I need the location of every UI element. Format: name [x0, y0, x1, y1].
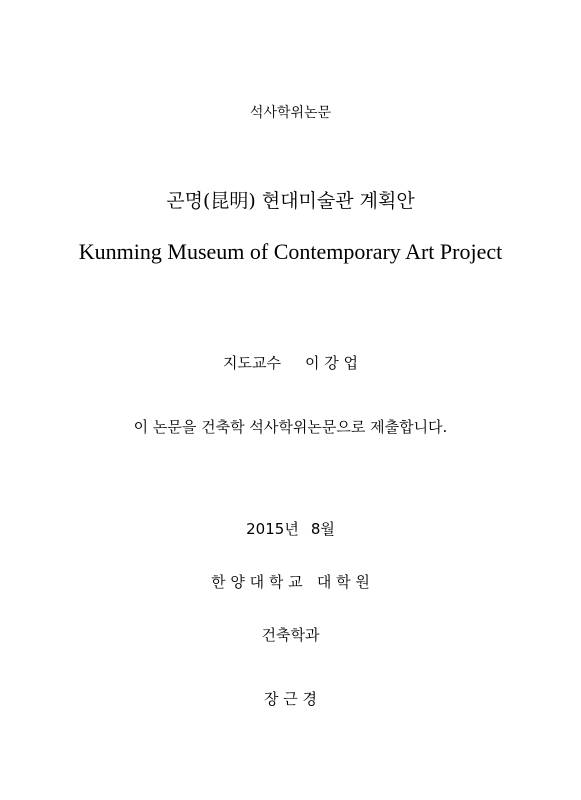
advisor-label: 지도교수	[223, 354, 281, 372]
advisor-name: 이 강 업	[304, 354, 358, 372]
submission-date	[0, 518, 581, 539]
author-name: 장 근 경	[263, 690, 317, 708]
department-name: 건축학과	[261, 626, 320, 644]
degree-label: 석사학위논문	[249, 105, 332, 121]
title-korean: 곤명(昆明) 현대미술관 계획안	[166, 190, 415, 212]
submission-statement: 이 논문을 건축학 석사학위논문으로 제출합니다.	[133, 418, 448, 436]
title-english: Kunming Museum of Contemporary Art Project	[78, 239, 503, 264]
advisor-line	[0, 352, 581, 373]
date-year: 2015년	[246, 520, 299, 538]
date-month: 8월	[310, 520, 335, 538]
university-name: 한 양 대 학 교 대 학 원	[211, 573, 370, 591]
